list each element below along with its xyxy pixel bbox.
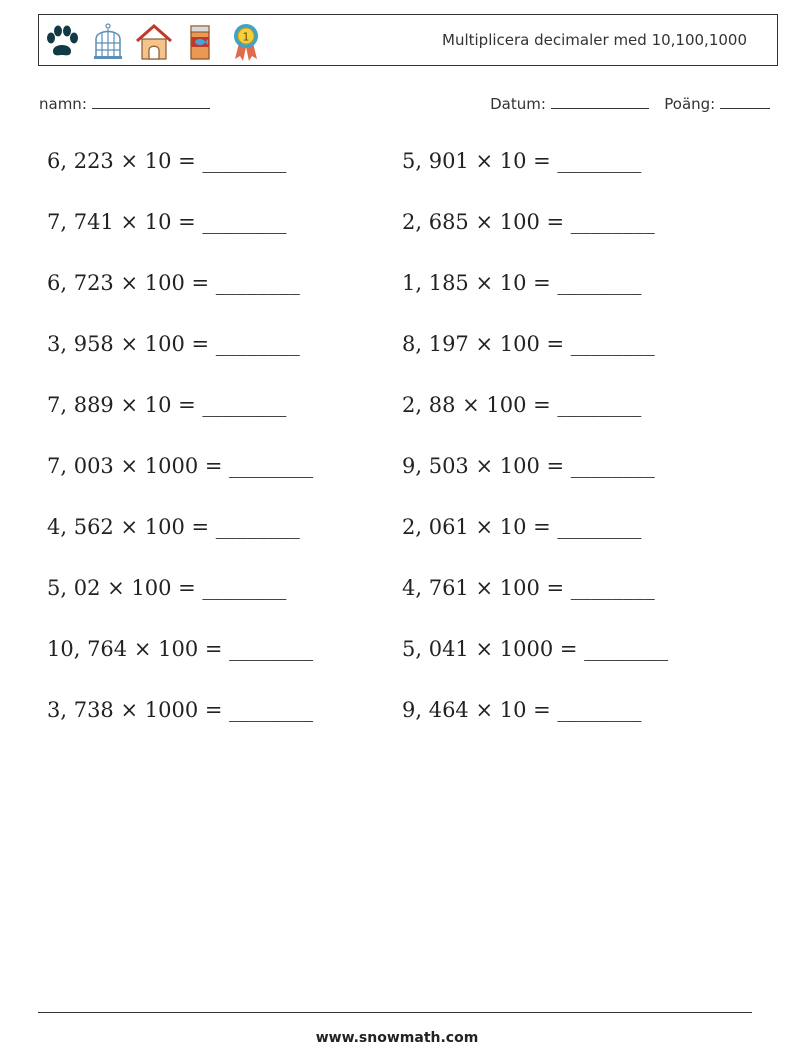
- answer-blank[interactable]: ________: [584, 637, 669, 661]
- answer-blank[interactable]: ________: [570, 210, 655, 234]
- problem-expression: 3, 958 × 100 =: [47, 332, 210, 356]
- problem-expression: 5, 041 × 1000 =: [402, 637, 578, 661]
- answer-blank[interactable]: ________: [229, 637, 314, 661]
- answer-blank[interactable]: ________: [229, 698, 314, 722]
- problem-item: [47, 271, 300, 295]
- problem-item: [47, 332, 300, 356]
- answer-blank[interactable]: ________: [557, 393, 642, 417]
- problem-expression: 9, 464 × 10 =: [402, 698, 551, 722]
- icon-strip: [43, 21, 265, 63]
- answer-blank[interactable]: ________: [570, 332, 655, 356]
- answer-blank[interactable]: ________: [215, 332, 300, 356]
- svg-text:1: 1: [242, 30, 250, 44]
- problem-expression: 8, 197 × 100 =: [402, 332, 565, 356]
- date-label: Datum:: [490, 95, 546, 113]
- problem-expression: 2, 88 × 100 =: [402, 393, 551, 417]
- problem-item: [402, 210, 655, 234]
- medal-icon: [227, 21, 265, 63]
- date-line[interactable]: [551, 94, 649, 109]
- score-line[interactable]: [720, 94, 770, 109]
- problem-item: [47, 576, 286, 600]
- doghouse-icon: [135, 21, 173, 63]
- problem-item: [402, 271, 641, 295]
- answer-blank[interactable]: ________: [215, 271, 300, 295]
- problem-item: [402, 393, 641, 417]
- answer-blank[interactable]: ________: [557, 271, 642, 295]
- problem-item: [402, 637, 668, 661]
- answer-blank[interactable]: ________: [557, 698, 642, 722]
- problem-item: [47, 637, 313, 661]
- problem-expression: 2, 061 × 10 =: [402, 515, 551, 539]
- footer-divider: [38, 1012, 752, 1013]
- problem-expression: 10, 764 × 100 =: [47, 637, 223, 661]
- answer-blank[interactable]: ________: [202, 149, 287, 173]
- paw-icon: [43, 21, 81, 63]
- header-box: [38, 14, 778, 66]
- answer-blank[interactable]: ________: [557, 515, 642, 539]
- problem-expression: 6, 723 × 100 =: [47, 271, 210, 295]
- footer-site: www.snowmath.com: [315, 1030, 479, 1046]
- problem-expression: 4, 761 × 100 =: [402, 576, 565, 600]
- problem-item: [402, 515, 641, 539]
- problem-expression: 5, 901 × 10 =: [402, 149, 551, 173]
- date-score-field: [490, 94, 770, 113]
- problem-expression: 6, 223 × 10 =: [47, 149, 196, 173]
- fish-food-icon: [181, 21, 219, 63]
- problem-item: [47, 454, 313, 478]
- problem-item: [47, 515, 300, 539]
- problem-expression: 7, 003 × 1000 =: [47, 454, 223, 478]
- answer-blank[interactable]: ________: [202, 393, 287, 417]
- answer-blank[interactable]: ________: [202, 576, 287, 600]
- problem-item: [402, 332, 655, 356]
- answer-blank[interactable]: ________: [557, 149, 642, 173]
- problem-expression: 7, 741 × 10 =: [47, 210, 196, 234]
- name-label: namn:: [39, 95, 87, 113]
- name-field: [39, 94, 210, 113]
- problem-expression: 2, 685 × 100 =: [402, 210, 565, 234]
- name-line[interactable]: [92, 94, 210, 109]
- problem-item: [47, 149, 286, 173]
- score-label: Poäng:: [664, 95, 716, 113]
- problem-item: [47, 698, 313, 722]
- problem-expression: 4, 562 × 100 =: [47, 515, 210, 539]
- birdcage-icon: [89, 21, 127, 63]
- answer-blank[interactable]: ________: [202, 210, 287, 234]
- answer-blank[interactable]: ________: [215, 515, 300, 539]
- problem-item: [402, 149, 641, 173]
- problem-expression: 1, 185 × 10 =: [402, 271, 551, 295]
- problem-expression: 3, 738 × 1000 =: [47, 698, 223, 722]
- problem-expression: 5, 02 × 100 =: [47, 576, 196, 600]
- answer-blank[interactable]: ________: [229, 454, 314, 478]
- problem-item: [402, 698, 641, 722]
- problem-item: [47, 210, 286, 234]
- problem-item: [402, 576, 655, 600]
- problem-expression: 9, 503 × 100 =: [402, 454, 565, 478]
- answer-blank[interactable]: ________: [570, 576, 655, 600]
- worksheet-title: Multiplicera decimaler med 10,100,1000: [442, 31, 747, 49]
- problem-item: [402, 454, 655, 478]
- answer-blank[interactable]: ________: [570, 454, 655, 478]
- problem-expression: 7, 889 × 10 =: [47, 393, 196, 417]
- problem-item: [47, 393, 286, 417]
